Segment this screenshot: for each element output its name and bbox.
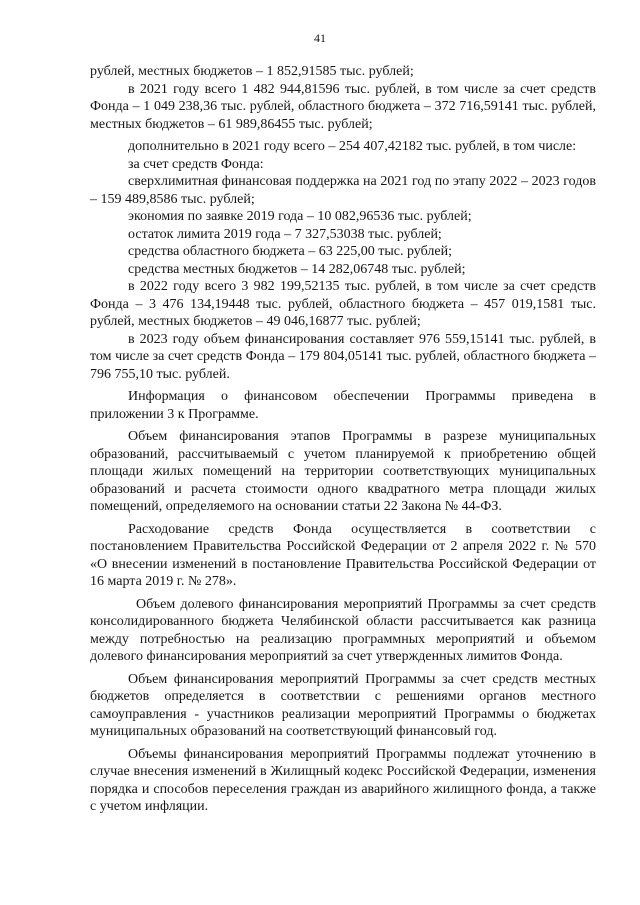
paragraph: средства местных бюджетов – 14 282,06748 тыс. рублей; <box>128 261 466 277</box>
paragraph: дополнительно в 2021 году всего – 254 407,42182 тыс. рублей, в том числе: <box>128 139 577 154</box>
paragraph: в 2021 году всего 1 482 944,81596 тыс. рублей, в том числе за счет средств Фонда – 1 049 238,36 тыс. рублей, областного бюджета – 372 716,59141 тыс. рублей, местных бюджетов – 61 989,86455 тыс. рублей; <box>90 81 596 132</box>
paragraph: остаток лимита 2019 года – 7 327,53038 тыс. рублей; <box>128 226 442 242</box>
page-number: 41 <box>314 31 326 45</box>
paragraph: за счет средств Фонда: <box>128 156 264 172</box>
paragraph: рублей, местных бюджетов – 1 852,91585 тыс. рублей; <box>90 64 414 79</box>
paragraph: в 2023 году объем финансирования составляет 976 559,15141 тыс. рублей, в том числе за счет средств Фонда – 179 804,05141 тыс. рублей, областного бюджета – 796 755,10 тыс. рублей. <box>90 331 596 382</box>
paragraph: средства областного бюджета – 63 225,00 тыс. рублей; <box>128 244 452 259</box>
document-body <box>90 63 596 816</box>
paragraph: в 2022 году всего 3 982 199,52135 тыс. рублей, в том числе за счет средств Фонда – 3 476 134,19448 тыс. рублей, областного бюджета – 457 019,1581 тыс. рублей, местных бюджетов – 49 046,16877 тыс. рублей; <box>90 279 596 329</box>
paragraph: экономия по заявке 2019 года – 10 082,96536 тыс. рублей; <box>128 209 472 224</box>
paragraph: Объем финансирования мероприятий Программы за счет средств местных бюджетов определяется в соответствии с решениями органов местного самоуправления - участников реализации мероприятий Программы о бюджетах муниципальных образований на соответствующий финансовый год. <box>90 671 596 739</box>
paragraph: Объем финансирования этапов Программы в разрезе муниципальных образований, рассчитываемый с учетом планируемой к приобретению общей площади жилых помещений на территории соответствующих муниципальных образований и расчета стоимости одного квадратного метра площади жилых помещений, определяемого на основании статьи 22 Закона № 44-ФЗ. <box>90 429 596 514</box>
paragraph: Объемы финансирования мероприятий Программы подлежат уточнению в случае внесения изменений в Жилищный кодекс Российской Федерации, изменения порядка и способов переселения граждан из аварийного жилищного фонда, а также с учетом инфляции. <box>90 746 596 814</box>
paragraph: Объем долевого финансирования мероприятий Программы за счет средств консолидированного бюджета Челябинской области рассчитывается как разница между потребностью на реализацию программных мероприятий и объемом долевого финансирования мероприятий за счет утвержденных лимитов Фонда. <box>90 596 596 664</box>
paragraph: Информация о финансовом обеспечении Программы приведена в приложении 3 к Программе. <box>90 389 596 422</box>
paragraph: сверхлимитная финансовая поддержка на 2021 год по этапу 2022 – 2023 годов – 159 489,8586 тыс. рублей; <box>90 174 596 207</box>
paragraph: Расходование средств Фонда осуществляется в соответствии с постановлением Правительства Российской Федерации от 2 апреля 2022 г. № 570 «О внесении изменений в постановление Правительства Российской Федерации от 16 марта 2019 г. № 278». <box>90 521 596 589</box>
